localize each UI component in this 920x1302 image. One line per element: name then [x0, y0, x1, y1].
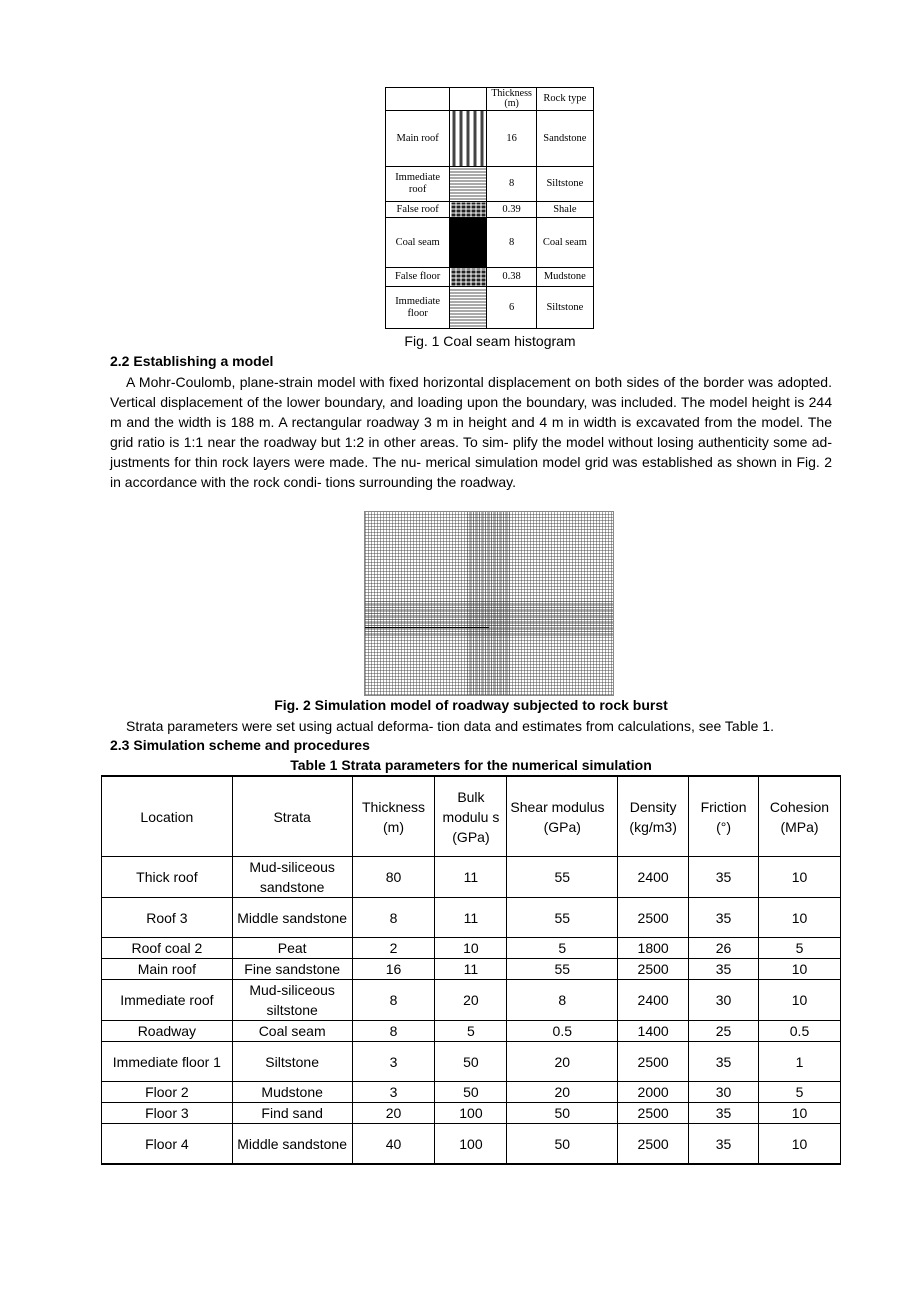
cell-friction: 30 [689, 1082, 759, 1103]
cell-friction: 35 [689, 898, 759, 938]
section-heading: 2.3 Simulation scheme and procedures [110, 737, 370, 753]
table-row [102, 1082, 841, 1103]
cell-friction: 35 [689, 959, 759, 980]
cell-friction: 26 [689, 938, 759, 959]
table-row [102, 1042, 841, 1082]
histogram-rock-type: Siltstone [536, 167, 593, 202]
cell-strata: Middle sandstone [232, 1124, 352, 1165]
cell-shear: 5 [507, 938, 618, 959]
cell-location: Roadway [102, 1021, 233, 1042]
cell-bulk: 50 [435, 1082, 507, 1103]
cell-cohesion: 10 [759, 1124, 841, 1165]
cell-strata: Siltstone [232, 1042, 352, 1082]
cell-location: Roof 3 [102, 898, 233, 938]
cell-shear: 55 [507, 959, 618, 980]
histogram-layer-thickness: 0.38 [487, 268, 536, 287]
header-friction-unit: (°) [716, 818, 732, 835]
cell-location: Immediate roof [102, 980, 233, 1021]
histogram-row [386, 167, 594, 202]
histogram-layer-thickness: 8 [487, 218, 536, 268]
histogram-row [386, 268, 594, 287]
cell-shear: 50 [507, 1103, 618, 1124]
header-density-label: Density [629, 798, 677, 815]
cell-cohesion: 10 [759, 980, 841, 1021]
cell-cohesion: 10 [759, 857, 841, 898]
table-row [102, 1124, 841, 1165]
strata-parameters-table [101, 775, 841, 1165]
cell-cohesion: 1 [759, 1042, 841, 1082]
header-friction [689, 776, 759, 857]
cell-bulk: 11 [435, 959, 507, 980]
simulation-grid-figure [364, 511, 614, 696]
cell-thickness: 20 [352, 1103, 435, 1124]
cell-strata: Mud-siliceous sandstone [232, 857, 352, 898]
histogram-row [386, 111, 594, 167]
cell-friction: 35 [689, 1042, 759, 1082]
cell-shear: 20 [507, 1042, 618, 1082]
cell-density: 1400 [618, 1021, 689, 1042]
header-shear-modulus [507, 776, 618, 857]
cell-shear: 50 [507, 1124, 618, 1165]
cell-strata: Peat [232, 938, 352, 959]
cell-thickness: 40 [352, 1124, 435, 1165]
cell-friction: 30 [689, 980, 759, 1021]
histogram-rock-type: Shale [536, 202, 593, 218]
histogram-lithology-pattern [450, 111, 487, 167]
cell-bulk: 100 [435, 1124, 507, 1165]
table-1-title: Table 1 Strata parameters for the numerical simulation [290, 757, 652, 773]
histogram-layer-thickness: 0.39 [487, 202, 536, 218]
cell-density: 1800 [618, 938, 689, 959]
cell-thickness: 8 [352, 1021, 435, 1042]
cell-shear: 0.5 [507, 1021, 618, 1042]
histogram-layer-thickness: 6 [487, 287, 536, 329]
histogram-header-blank [386, 88, 450, 111]
cell-shear: 55 [507, 898, 618, 938]
table-reference-paragraph: Strata parameters were set using actual deforma- tion data and estimates from calculations, see Table 1. [126, 718, 774, 734]
histogram-lithology-pattern [450, 202, 487, 218]
histogram-header-blank [450, 88, 487, 111]
histogram-layer-thickness: 16 [487, 111, 536, 167]
cell-strata: Fine sandstone [232, 959, 352, 980]
histogram-layer-name: Coal seam [386, 218, 450, 268]
cell-location: Main roof [102, 959, 233, 980]
cell-density: 2400 [618, 980, 689, 1021]
cell-cohesion: 10 [759, 898, 841, 938]
cell-location: Thick roof [102, 857, 233, 898]
histogram-lithology-pattern [450, 268, 487, 287]
histogram-layer-name: False roof [386, 202, 450, 218]
cell-thickness: 3 [352, 1042, 435, 1082]
histogram-row [386, 287, 594, 329]
cell-density: 2500 [618, 1103, 689, 1124]
cell-strata: Middle sandstone [232, 898, 352, 938]
table-row [102, 959, 841, 980]
cell-strata: Mudstone [232, 1082, 352, 1103]
header-friction-label: Friction [700, 798, 747, 815]
histogram-rock-type: Siltstone [536, 287, 593, 329]
cell-friction: 35 [689, 1124, 759, 1165]
histogram-header-rock-type: Rock type [536, 88, 593, 111]
cell-strata: Find sand [232, 1103, 352, 1124]
header-density-unit: (kg/m3) [629, 818, 677, 835]
table-row [102, 938, 841, 959]
cell-friction: 25 [689, 1021, 759, 1042]
histogram-header-thickness: Thickness (m) [487, 88, 536, 111]
table-row [102, 898, 841, 938]
header-shear-unit: (GPa) [543, 818, 581, 835]
table-row [102, 857, 841, 898]
histogram-lithology-pattern [450, 167, 487, 202]
cell-strata: Mud-siliceous siltstone [232, 980, 352, 1021]
cell-friction: 35 [689, 1103, 759, 1124]
histogram-table [385, 87, 594, 329]
histogram-rock-type: Coal seam [536, 218, 593, 268]
table-row [102, 1021, 841, 1042]
table-row [102, 980, 841, 1021]
cell-thickness: 8 [352, 898, 435, 938]
cell-friction: 35 [689, 857, 759, 898]
header-shear-label: Shear modulus [510, 798, 605, 815]
histogram-layer-thickness: 8 [487, 167, 536, 202]
cell-density: 2500 [618, 898, 689, 938]
histogram-layer-name: Main roof [386, 111, 450, 167]
header-bulk-modulus: Bulk modulu s (GPa) [435, 776, 507, 857]
figure-2-caption: Fig. 2 Simulation model of roadway subjected to rock burst [274, 697, 668, 713]
cell-shear: 55 [507, 857, 618, 898]
cell-shear: 8 [507, 980, 618, 1021]
roadway-line [365, 627, 489, 628]
cell-location: Floor 2 [102, 1082, 233, 1103]
cell-thickness: 3 [352, 1082, 435, 1103]
header-cohesion: Cohesion (MPa) [759, 776, 841, 857]
cell-bulk: 100 [435, 1103, 507, 1124]
cell-cohesion: 5 [759, 938, 841, 959]
histogram-layer-name: Immediate floor [386, 287, 450, 329]
cell-density: 2500 [618, 1124, 689, 1165]
cell-bulk: 10 [435, 938, 507, 959]
cell-cohesion: 5 [759, 1082, 841, 1103]
cell-thickness: 8 [352, 980, 435, 1021]
cell-cohesion: 10 [759, 1103, 841, 1124]
cell-bulk: 11 [435, 898, 507, 938]
cell-cohesion: 10 [759, 959, 841, 980]
histogram-layer-name: Immediate roof [386, 167, 450, 202]
refined-grid-band [365, 600, 613, 636]
cell-density: 2500 [618, 1042, 689, 1082]
cell-location: Floor 3 [102, 1103, 233, 1124]
figure-1-caption: Fig. 1 Coal seam histogram [404, 333, 576, 349]
header-strata: Strata [232, 776, 352, 857]
cell-bulk: 11 [435, 857, 507, 898]
cell-location: Floor 4 [102, 1124, 233, 1165]
cell-density: 2500 [618, 959, 689, 980]
histogram-lithology-pattern [450, 218, 487, 268]
cell-bulk: 50 [435, 1042, 507, 1082]
histogram-rock-type: Sandstone [536, 111, 593, 167]
cell-cohesion: 0.5 [759, 1021, 841, 1042]
section-heading: 2.2 Establishing a model [110, 353, 274, 369]
cell-location: Roof coal 2 [102, 938, 233, 959]
coal-seam-histogram [385, 87, 594, 329]
cell-thickness: 2 [352, 938, 435, 959]
header-thickness: Thickness (m) [352, 776, 435, 857]
header-location: Location [102, 776, 233, 857]
cell-strata: Coal seam [232, 1021, 352, 1042]
histogram-layer-name: False floor [386, 268, 450, 287]
section-paragraph: A Mohr-Coulomb, plane-strain model with fixed horizontal displacement on both sides of the border was adopted. Vertical displacement of the lower boundary, and loading upon the boundary, was included. The model height is 244 m and the width is 188 m. A rectangular roadway 3 m in height and 4 m in width is excavated from the model. The grid ratio is 1:1 near the roadway but 1:2 in other areas. To sim- plify the model without losing authenticity some ad- justments for thin rock layers were made. The nu- merical simulation model grid was established as shown in Fig. 2 in accordance with the rock condi- tions surrounding the roadway. [110, 374, 832, 490]
cell-bulk: 5 [435, 1021, 507, 1042]
histogram-rock-type: Mudstone [536, 268, 593, 287]
cell-density: 2000 [618, 1082, 689, 1103]
cell-location: Immediate floor 1 [102, 1042, 233, 1082]
cell-shear: 20 [507, 1082, 618, 1103]
header-density [618, 776, 689, 857]
cell-bulk: 20 [435, 980, 507, 1021]
histogram-row [386, 202, 594, 218]
histogram-lithology-pattern [450, 287, 487, 329]
cell-thickness: 16 [352, 959, 435, 980]
cell-thickness: 80 [352, 857, 435, 898]
histogram-row [386, 218, 594, 268]
cell-density: 2400 [618, 857, 689, 898]
table-row [102, 1103, 841, 1124]
